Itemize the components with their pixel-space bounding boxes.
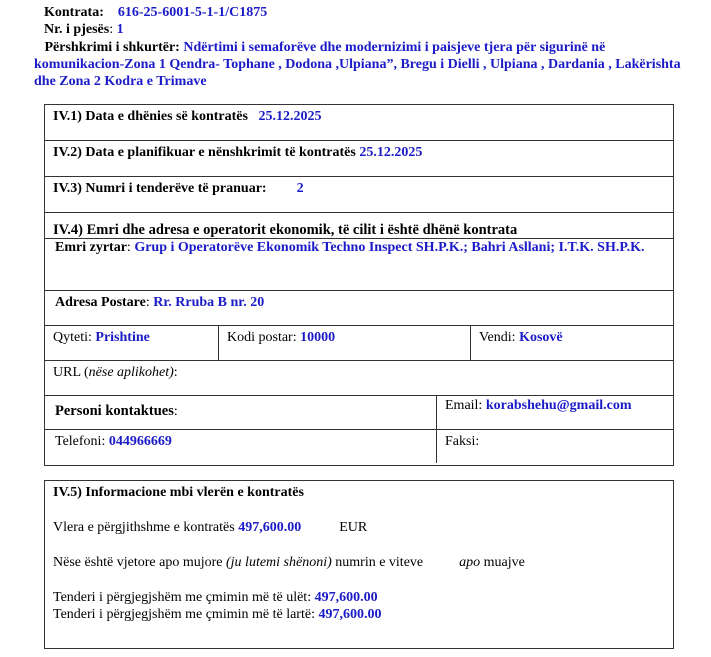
- highest-value: 497,600.00: [318, 607, 382, 622]
- total-label: Vlera e përgjithshme e kontratës: [53, 520, 235, 535]
- city-row: [45, 326, 673, 361]
- zip: 10000: [300, 330, 336, 345]
- phone: 044966669: [108, 434, 172, 449]
- award-date-row: [45, 105, 673, 141]
- city-label: Qyteti:: [53, 330, 92, 345]
- official-name-label: Emri zyrtar: [55, 240, 127, 255]
- years-label: numrin e viteve: [335, 555, 424, 570]
- currency: EUR: [339, 520, 368, 535]
- lowest-label: Tenderi i përgjegjshëm me çmimin më të ulët:: [53, 590, 312, 605]
- country: Kosovë: [519, 330, 563, 345]
- award-table: [44, 104, 674, 466]
- zip-label: Kodi postar:: [227, 330, 297, 345]
- url-label: URL (: [53, 365, 89, 380]
- sign-date: 25.12.2025: [359, 145, 423, 160]
- address-row: Adresa Postare: Rr. Rruba B nr. 20: [45, 291, 673, 326]
- operator-heading: IV.4) Emri dhe adresa e operatorit ekonomik, të cilit i është dhënë kontrata: [53, 222, 518, 238]
- email-label: Email:: [445, 398, 483, 413]
- annual-note: (ju lutemi shënoni): [226, 555, 332, 570]
- official-name: Grup i Operatorëve Ekonomik Techno Inspect SH.P.K.; Bahri Asllani; I.T.K. SH.P.K.: [134, 240, 645, 255]
- country-label: Vendi:: [479, 330, 516, 345]
- short-description: [34, 39, 684, 90]
- contract-header: Kontrata: 616-25-6001-5-1-1/C1875 Nr. i pjesës: 1: [44, 5, 268, 37]
- contact-label: Personi kontaktues: [55, 403, 174, 419]
- official-name-row: Emri zyrtar: Grup i Operatorëve Ekonomik Techno Inspect SH.P.K.; Bahri Asllani; I.T.K. SH.P.K.: [45, 239, 673, 291]
- award-date: 25.12.2025: [258, 109, 322, 124]
- value-table: [44, 480, 674, 649]
- part-label: Nr. i pjesës: [44, 22, 110, 37]
- tenders-label: IV.3) Numri i tenderëve të pranuar:: [53, 181, 267, 196]
- address: Rr. Rruba B nr. 20: [153, 295, 265, 310]
- highest-label: Tenderi i përgjegjshëm me çmimin më të lartë:: [53, 607, 315, 622]
- contract-number: 616-25-6001-5-1-1/C1875: [117, 5, 268, 20]
- or-label: apo: [459, 555, 481, 570]
- sign-date-label: IV.2) Data e planifikuar e nënshkrimit të kontratës: [53, 145, 356, 160]
- award-date-label: IV.1) Data e dhënies së kontratës: [53, 109, 248, 124]
- desc-label: Përshkrimi i shkurtër:: [44, 40, 180, 55]
- city: Prishtine: [95, 330, 150, 345]
- part-number: 1: [116, 22, 124, 37]
- email[interactable]: korabshehu@gmail.com: [485, 398, 632, 413]
- desc-value: Ndërtimi i semaforëve dhe modernizimi i paisjeve tjera për sigurinë në komunikacion-Zona 1 Qendra- Tophane , Dodona ,Ulpiana”, Bregu i Dielli , Ulpiana , Dardania , Lakërishta dhe Zona 2 Kodra e Trimave: [34, 40, 681, 89]
- address-label: Adresa Postare: [55, 295, 146, 310]
- phone-label: Telefoni:: [55, 434, 106, 449]
- contract-label: Kontrata:: [44, 5, 104, 20]
- fax-label: Faksi:: [445, 434, 480, 449]
- value-heading: IV.5) Informacione mbi vlerën e kontratës: [53, 485, 304, 500]
- phone-row: [45, 430, 673, 463]
- lowest-value: 497,600.00: [314, 590, 378, 605]
- contact-row: Personi kontaktues: Email: korabshehu@gmail.com: [45, 396, 673, 430]
- sign-date-row: [45, 141, 673, 177]
- total-value: 497,600.00: [238, 520, 302, 535]
- url-row: URL (nëse aplikohet):: [45, 361, 673, 396]
- operator-heading-row: [45, 213, 673, 239]
- months-label: muajve: [483, 555, 525, 570]
- url-note: nëse aplikohet): [88, 365, 174, 380]
- tenders-row: [45, 177, 673, 213]
- tenders-count: 2: [296, 181, 304, 196]
- annual-label: Nëse është vjetore apo mujore: [53, 555, 223, 570]
